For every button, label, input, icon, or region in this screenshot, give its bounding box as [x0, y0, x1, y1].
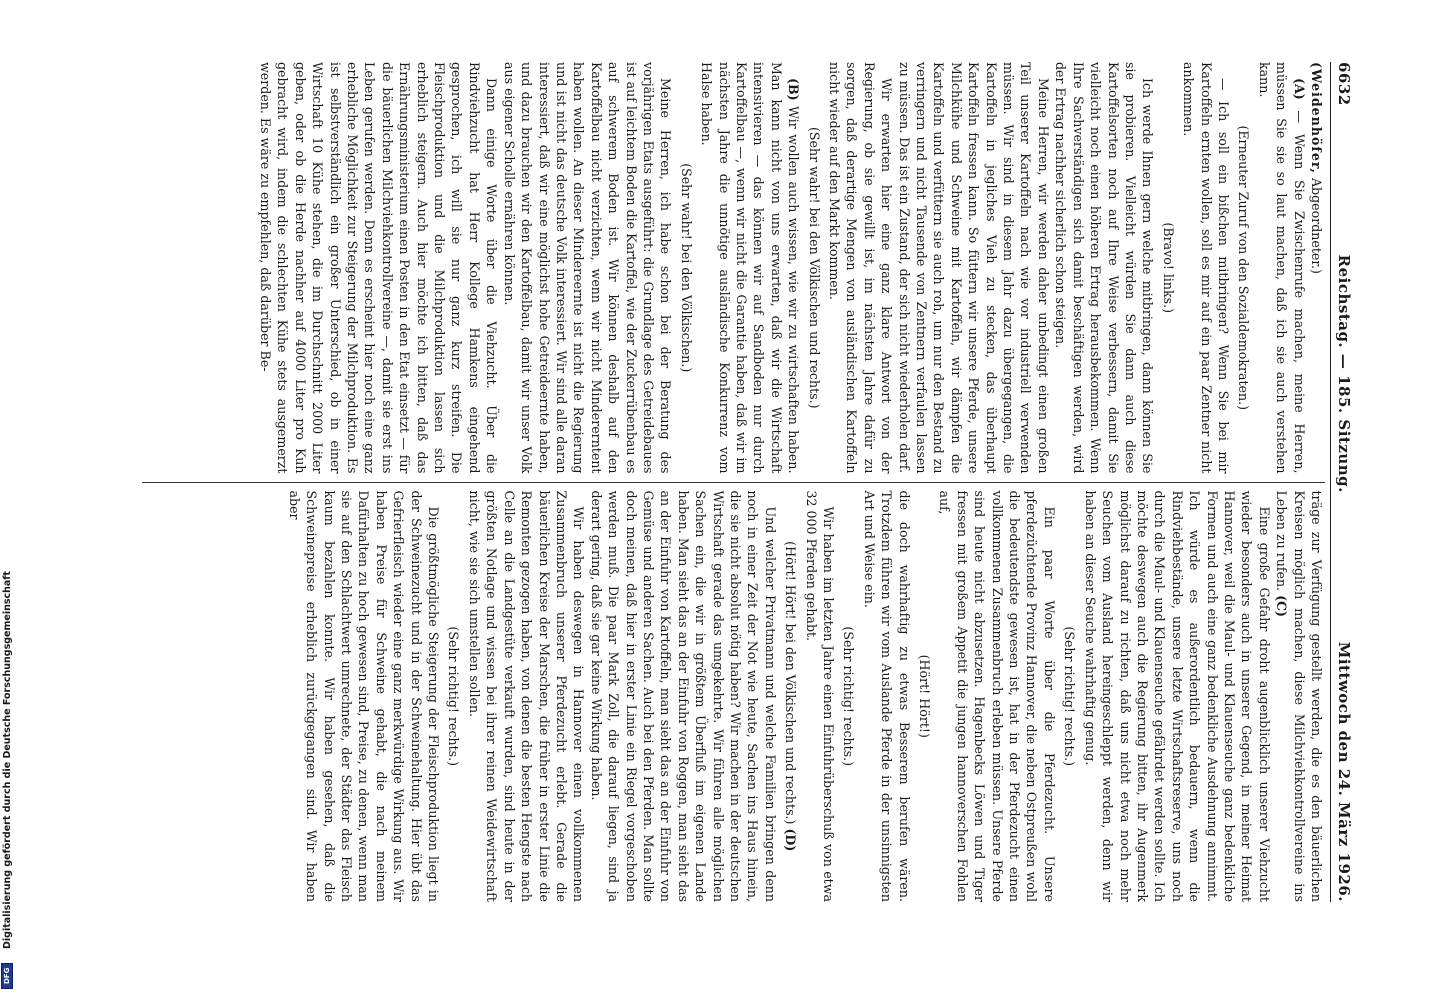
right-column	[142, 483, 1325, 903]
paragraph-text: Wir wollen auch wissen, wie wir zu wirtschaften haben. Man kann nicht von uns erwarten, daß wir die Wirtschaft intensivieren — das können wir auf Sandboden nur durch Kartoffelbau —, wenn wir nicht die Garantie haben, daß wir im nächsten Jahre die unnötige ausländische Konkurrenz vom Halse haben.	[699, 62, 802, 474]
session-date: Mittwoch den 24. März 1926.	[1335, 641, 1353, 902]
paragraph: Wir haben deswegen in Hannover einen vollkommenen Zusammenbruch unserer Pferdezucht erlebt. Gerade die bäuerlichen Kreise der Marschen, die früher in erster Linie die Remonten gezogen haben, von denen die besten Hengste nach Celle an die Landgestüte verkauft wurden, sind heute in der größten Notlage und wissen bei ihrer reinen Weidewirtschaft nicht, wie sie sich umstellen sollen.	[466, 490, 587, 902]
speaker-line	[1308, 62, 1325, 474]
interjection: (Hört! Hört!)	[917, 654, 933, 738]
interjection: (Erneuter Zuruf von den Sozialdemokraten.)	[1236, 125, 1252, 411]
interjection: (Sehr richtig! rechts.)	[841, 626, 857, 767]
paragraph: Ich werde Ihnen gern welche mitbringen, dann können Sie sie probieren. Vielleicht würden Sie dann auch diese Kartoffelsorten noch auf Ihre Weise verbessern, damit Sie vielleicht noch einen höheren Ertrag herausbekommen. Wenn Ihre Sachverständigen sich damit beschäftigen werden, wird der Ertrag nachher sicherlich schon steigen.	[1053, 62, 1156, 474]
interjection: (Sehr richtig! rechts.)	[1062, 626, 1078, 767]
interjection: (Sehr richtig! rechts.)	[446, 626, 462, 767]
paragraph-text: träge zur Verfügung gestellt werden, die es den bäuerlichen Kreisen möglich machen, diese Milchviehkontrollvereine ins Leben zu rufen.	[1274, 490, 1324, 902]
speaker-role: Abgeordneter.)	[1309, 177, 1324, 274]
paragraph: die doch wahrhaftig zu etwas Besserem berufen wären. Trotzdem führen wir vom Auslande Pferde in der unsinnigsten Art und Weise ein.	[861, 490, 912, 902]
margin-mark-c: (C)	[1274, 595, 1290, 618]
session-title: Reichstag. — 185. Sitzung.	[1335, 254, 1353, 493]
digitization-caption	[2, 4, 14, 994]
paragraph: Die größtmögliche Steigerung der Fleischproduktion liegt in der Schweinezucht und in der Schweinehaltung. Hier übt das Gefrierfleisch wieder eine ganz merkwürdige Wirkung aus. Wir haben Preise für Schweine gehabt, die nach meinem Dafürhalten zu hoch gewesen sind, Preise, zu denen, wenn man sie auf den Schlachtwert umrechnete, der Städter das Fleisch kaum bezahlen konnte. Wir haben gesehen, daß die Schweinepreise erheblich zurückgegangen sind. Wir haben aber	[286, 490, 442, 902]
caption-text: Digitalisierung gefördert durch die Deutsche Forschungsgemeinschaft	[2, 571, 13, 949]
interjection	[782, 491, 799, 903]
margin-mark-a: (A)	[1291, 78, 1307, 100]
paragraph	[698, 62, 802, 474]
margin-mark-b: (B)	[786, 78, 802, 101]
paragraph: Eine große Gefahr droht augenblicklich unserer Viehzucht wieder besonders auch in unserer Gegend, in meiner Heimat Hannover, weil die Maul- und Klauenseuche ganz bedenkliche Formen und auch eine ganz bedenkliche Ausdehnung annimmt. Ich würde es außerordentlich bedauern, wenn die Rindviehbestände, unsere letzte Wirtschaftsreserve, uns noch durch die Maul- und Klauenseuche gefährdet werden sollte. Ich möchte deswegen auch die Regierung bitten, ihr Augenmerk möglichst darauf zu richten, daß uns nicht etwa noch mehr Seuchen vom Ausland hereingeschleppt werden, denn wir haben an dieser Seuche wahrhaftig genug.	[1082, 490, 1272, 902]
document-page	[142, 62, 1357, 902]
page-header	[1330, 62, 1357, 902]
interjection: (Bravo! links.)	[1160, 222, 1176, 314]
interjection: (Sehr wahr! bei den Völkischen und rechts.)	[806, 126, 822, 409]
dfg-logo: DFG	[1, 963, 13, 989]
paragraph	[1255, 62, 1307, 474]
page-number: 6632	[1335, 62, 1353, 106]
paragraph-text: — Wenn Sie Zwischenrufe machen, meine Herren, müssen Sie sie so laut machen, daß ich sie auch verstehen kann.	[1256, 62, 1307, 474]
paragraph: Meine Herren, ich habe schon bei der Beratung des vorjährigen Etats ausgeführt: die Grundlage des Getreidebaues ist auf leichtem Boden die Kartoffel, wie der Zuckerrübenbau es auf schwerem Boden ist. Wir können deshalb auf den Kartoffelbau nicht verzichten, wenn wir nicht Mindererntent haben wollen. An dieser Mindereernte ist nicht die Regierung und ist nicht das deutsche Volk interessiert. Wir sind alle daran interessiert, daß wir eine möglichst hohe Getreideernte haben, und dazu brauchen wir den Kartoffelbau, damit wir unser Volk aus eigener Scholle ernähren können.	[501, 62, 674, 474]
paragraph: Und welcher Privatmann und welche Familien bringen denn noch in einer Zeit der Not wie heute, Sachen ins Haus hinein, die sie nicht absolut nötig haben? Wir machen in der deutschen Wirtschaft gerade das umgekehrte. Wir führen alle möglichen Sachen ein, die wir in größtem Überfluß im eigenen Lande haben. Man sieht das an der Einfuhr von Roggen, man sieht das an der Einfuhr von Kartoffeln, man sieht das an der Einfuhr von Gemüse und anderen Sachen. Auch bei den Pferden. Man sollte doch meinen, daß hier in erster Linie ein Riegel vorgeschoben werden muß. Die paar Mark Zoll, die darauf liegen, sind ja derart gering, daß sie gar keine Wirkung haben.	[588, 490, 778, 902]
paragraph: Meine Herren, wir werden daher unbedingt einen großen Teil unserer Kartoffeln nach wie vor industriell verwenden müssen. Wir sind in diesem Jahr dazu übergegangen, die Kartoffeln in jegliches Vieh zu stecken, das überhaupt Kartoffeln fressen kann. So füttern wir unsere Pferde, unsere Milchkühe und Schweine mit Kartoffeln, wir dämpfen die Kartoffeln und verfüttern sie auch roh, um nur den Bestand zu verringern und nicht Tausende von Zentnern verfaulen lassen zu müssen. Das ist ein Zustand, der sich nicht wiederholen darf.	[896, 62, 1051, 474]
paragraph: Wir erwarten hier eine ganz klare Antwort von der Regierung, ob sie gewillt ist, im nächsten Jahre dafür zu sorgen, daß derartige Mengen von ausländischen Kartoffeln nicht wieder auf den Markt kommen.	[827, 62, 895, 474]
paragraph	[1273, 491, 1325, 903]
interjection: (Sehr wahr! bei den Völkischen.)	[678, 163, 694, 373]
left-column	[142, 62, 1325, 482]
paragraph: — Ich soll ein bißchen mitbringen? Wenn Sie bei mir Kartoffeln ernten wollen, soll es mir auf ein paar Zentner nicht ankommen.	[1181, 62, 1231, 474]
margin-mark-d: (D)	[783, 828, 799, 852]
paragraph: Wir haben im letzten Jahre einen Einfuhrüberschuß von etwa 32 000 Pferden gehabt.	[803, 490, 837, 902]
text-columns	[142, 62, 1325, 902]
paragraph: Dann einige Worte über die Viehzucht. Über die Rindviehzucht hat Herr Kollege Hamkens eingehend gesprochen, ich will sie nur ganz kurz streifen. Die Fleischproduktion und die Milchproduktion lassen sich erheblich steigern. Auch hier möchte ich bitten, daß das Ernährungsministerium einen Posten in den Etat einsetzt — für die bäuerlichen Milchviehkontrollvereine —, damit sie erst ins Leben gerufen werden. Denn es erscheint hier noch eine ganz erhebliche Möglichkeit zur Steigerung der Milchproduktion. Es ist selbstverständlich ein großer Unterschied, ob in einer Wirtschaft 10 Kühe stehen, die im Durchschnitt 2000 Liter geben, oder ob die Herde nachher auf 4000 Liter pro Kuh gebracht wird, indem die schlechten Kühe stets ausgemerzt werden. Es wäre zu empfehlen, daß darüber Be-	[258, 62, 500, 474]
interjection-text: (Hört! Hört! bei den Völkischen und rechts.)	[783, 541, 799, 825]
speaker-name: (Weidenhöfer,	[1309, 62, 1324, 174]
paragraph: Ein paar Worte über die Pferdezucht. Unsere pferdezüchtende Provinz Hannover, die neben Ostpreußen wohl die bedeutendste gewesen ist, hat in der Pferdezucht einen vollkommenen Zusammenbruch erleben müssen. Unsere Pferde sind heute nicht abzusetzen. Hagenbecks Löwen und Tiger fressen mit großem Appetit die jungen hannoverschen Fohlen auf,	[937, 490, 1057, 902]
